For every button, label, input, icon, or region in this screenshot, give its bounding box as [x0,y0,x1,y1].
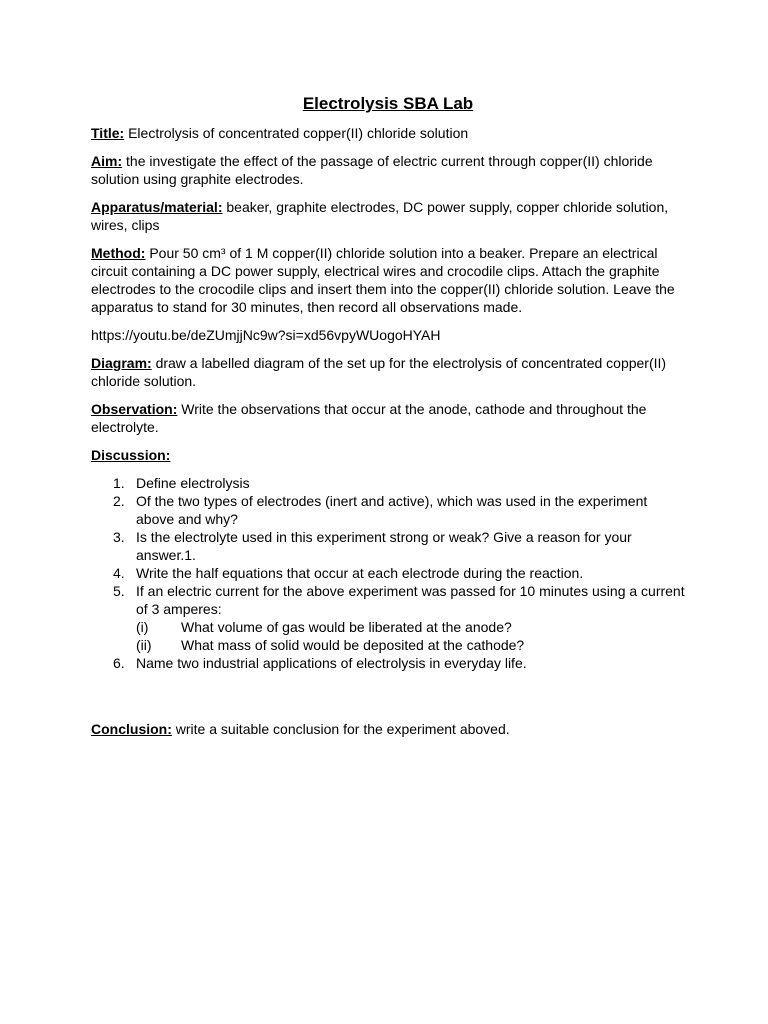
sub-question-item [136,618,685,636]
title-section [91,124,685,142]
title-text: Electrolysis of concentrated copper(II) chloride solution [124,125,469,141]
sub-question-text: What mass of solid would be deposited at the cathode? [181,637,525,653]
title-label: Title: [91,125,125,141]
question-item [113,582,685,654]
discussion-questions [91,474,685,672]
observation-section [91,400,685,436]
question-number: 5. [113,583,125,599]
question-number: 4. [113,565,125,581]
method-text: Pour 50 cm³ of 1 M copper(II) chloride solution into a beaker. Prepare an electrical circuit containing a DC power supply, electrical wires and crocodile clips. Attach the graphite electrodes to the crocodile clips and insert them into the copper(II) chloride solution. Leave the apparatus to stand for 30 minutes, then record all observations made. [91,245,675,315]
question-item [113,528,685,564]
question-text: If an electric current for the above experiment was passed for 10 minutes using a current of 3 amperes: [136,583,685,617]
discussion-heading [91,446,685,464]
aim-label: Aim: [91,153,123,169]
diagram-text: draw a labelled diagram of the set up for the electrolysis of concentrated copper(II) chloride solution. [91,355,667,389]
page-title: Electrolysis SBA Lab [302,94,474,113]
sub-questions [136,618,685,654]
diagram-section [91,354,685,390]
apparatus-section [91,198,685,234]
video-link[interactable]: https://youtu.be/deZUmjjNc9w?si=xd56vpyWUogoHYAH [91,327,441,343]
sub-question-number: (ii) [136,637,152,653]
question-text: Is the electrolyte used in this experiment strong or weak? Give a reason for your answer.1. [136,529,632,563]
question-text: Name two industrial applications of electrolysis in everyday life. [136,655,527,671]
question-number: 2. [113,493,125,509]
aim-section [91,152,685,188]
spacer [91,682,685,720]
conclusion-label: Conclusion: [91,721,172,737]
sub-question-text: What volume of gas would be liberated at the anode? [181,619,512,635]
apparatus-text: beaker, graphite electrodes, DC power supply, copper chloride solution, wires, clips [91,199,669,233]
observation-label: Observation: [91,401,178,417]
question-text: Write the half equations that occur at each electrode during the reaction. [136,565,584,581]
question-item [113,492,685,528]
question-number: 6. [113,655,125,671]
method-section [91,244,685,316]
method-label: Method: [91,245,146,261]
document-body [91,93,685,748]
question-number: 1. [113,475,125,491]
question-item [113,564,685,582]
sub-question-item [136,636,685,654]
conclusion-section [91,720,685,738]
aim-text: the investigate the effect of the passage of electric current through copper(II) chloride solution using graphite electrodes. [91,153,653,187]
discussion-label: Discussion: [91,447,171,463]
question-item [113,654,685,672]
diagram-label: Diagram: [91,355,152,371]
question-text: Define electrolysis [136,475,250,491]
question-item [113,474,685,492]
question-number: 3. [113,529,125,545]
apparatus-label: Apparatus/material: [91,199,223,215]
sub-question-number: (i) [136,619,149,635]
observation-text: Write the observations that occur at the anode, cathode and throughout the electrolyte. [91,401,647,435]
question-text: Of the two types of electrodes (inert and active), which was used in the experiment above and why? [136,493,648,527]
conclusion-text: write a suitable conclusion for the experiment aboved. [171,721,510,737]
